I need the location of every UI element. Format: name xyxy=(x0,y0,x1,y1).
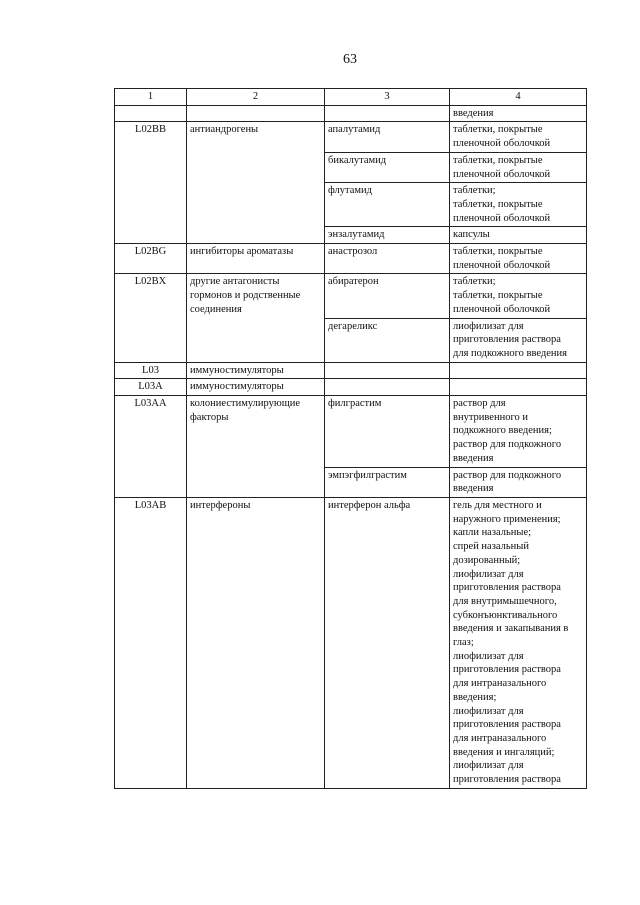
atc-code-cell: L03AA xyxy=(115,396,187,498)
dosage-form-cell: лиофилизат для приготовления раствора для подкожного введения xyxy=(450,318,587,362)
table-body xyxy=(115,105,587,788)
atc-code-cell: L02BG xyxy=(115,244,187,274)
dosage-form-cell: капсулы xyxy=(450,227,587,244)
drug-name-cell: энзалутамид xyxy=(325,227,450,244)
dosage-form-cell: таблетки, покрытые пленочной оболочкой xyxy=(450,152,587,182)
table-row xyxy=(115,105,587,122)
table-row xyxy=(115,244,587,274)
table-row xyxy=(115,396,587,468)
table-row xyxy=(115,362,587,379)
atc-code-cell: L03 xyxy=(115,362,187,379)
group-name-cell: интерфероны xyxy=(187,497,325,788)
dosage-form-cell: раствор для подкожного введения xyxy=(450,467,587,497)
group-name-cell: колониестимулирующие факторы xyxy=(187,396,325,498)
dosage-form-cell: таблетки; таблетки, покрытые пленочной оболочкой xyxy=(450,183,587,227)
drug-name-cell: бикалутамид xyxy=(325,152,450,182)
table-header-row xyxy=(115,89,587,106)
drug-table xyxy=(114,88,587,789)
atc-code-cell: L03AB xyxy=(115,497,187,788)
table-row xyxy=(115,497,587,788)
drug-name-cell: анастрозол xyxy=(325,244,450,274)
header-col-4: 4 xyxy=(450,89,587,106)
group-name-cell xyxy=(187,105,325,122)
drug-name-cell: флутамид xyxy=(325,183,450,227)
dosage-form-cell: таблетки, покрытые пленочной оболочкой xyxy=(450,244,587,274)
dosage-form-cell xyxy=(450,379,587,396)
dosage-form-cell xyxy=(450,362,587,379)
table-row xyxy=(115,379,587,396)
drug-name-cell xyxy=(325,379,450,396)
header-col-1: 1 xyxy=(115,89,187,106)
table-row xyxy=(115,122,587,152)
drug-name-cell xyxy=(325,362,450,379)
table-row xyxy=(115,274,587,318)
atc-code-cell: L02BB xyxy=(115,122,187,244)
group-name-cell: иммуностимуляторы xyxy=(187,379,325,396)
group-name-cell: антиандрогены xyxy=(187,122,325,244)
atc-code-cell: L02BX xyxy=(115,274,187,362)
dosage-form-cell: таблетки; таблетки, покрытые пленочной оболочкой xyxy=(450,274,587,318)
drug-name-cell xyxy=(325,105,450,122)
drug-name-cell: филграстим xyxy=(325,396,450,468)
drug-name-cell: абиратерон xyxy=(325,274,450,318)
drug-name-cell: эмпэгфилграстим xyxy=(325,467,450,497)
dosage-form-cell: таблетки, покрытые пленочной оболочкой xyxy=(450,122,587,152)
atc-code-cell xyxy=(115,105,187,122)
dosage-form-cell: введения xyxy=(450,105,587,122)
page-number: 63 xyxy=(343,52,357,67)
header-col-2: 2 xyxy=(187,89,325,106)
dosage-form-cell: гель для местного и наружного применения; капли назальные; спрей назальный дозированный; лиофилизат для приготовления раствора для внутримышечного, субконъюнктивального введения и закапывания в глаз; лиофилизат для приготовления раствора для интраназального введения; лиофилизат для приготовления раствора для интраназального введения и ингаляций; лиофилизат для приготовления раствора xyxy=(450,497,587,788)
drug-name-cell: дегареликс xyxy=(325,318,450,362)
header-col-3: 3 xyxy=(325,89,450,106)
atc-code-cell: L03A xyxy=(115,379,187,396)
group-name-cell: ингибиторы ароматазы xyxy=(187,244,325,274)
drug-name-cell: интерферон альфа xyxy=(325,497,450,788)
dosage-form-cell: раствор для внутривенного и подкожного введения; раствор для подкожного введения xyxy=(450,396,587,468)
drug-name-cell: апалутамид xyxy=(325,122,450,152)
group-name-cell: иммуностимуляторы xyxy=(187,362,325,379)
group-name-cell: другие антагонисты гормонов и родственные соединения xyxy=(187,274,325,362)
